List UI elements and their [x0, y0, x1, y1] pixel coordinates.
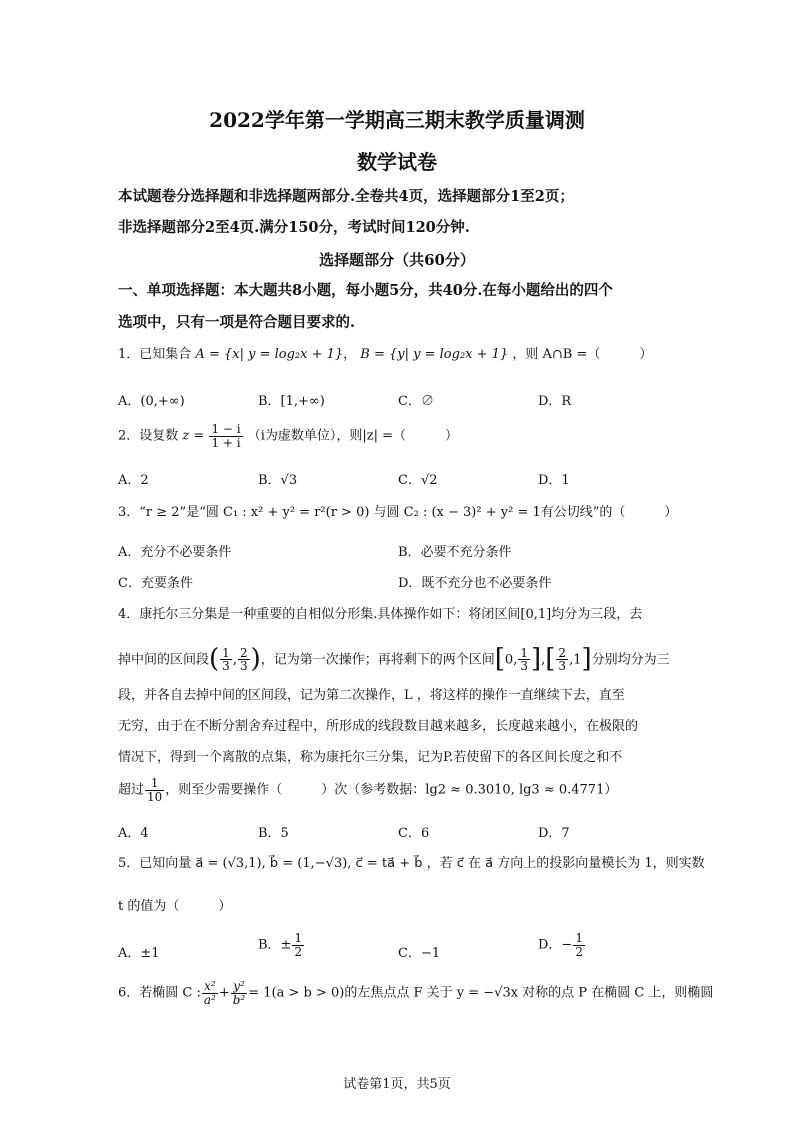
q4-line2-b: ，记为第一次操作；再将剩下的两个区间 — [260, 652, 495, 668]
q4-option-c: C．6 — [398, 826, 430, 841]
q5-frac-half-b: $\frac{1}{2}$ — [294, 931, 303, 959]
q1-prefix: 1．已知集合 — [118, 347, 192, 362]
q4-line-2: 掉中间的区间段( $\frac{1}{3}$ , $\frac{2}{3}$ )，记为第一次操作；再将剩下的两个区间[0, $\frac{1}{3}$ ],[ $\frac{2}{3}$ ,1]分别均分为三 — [118, 644, 670, 674]
instructions-line-1: 一、单项选择题：本大题共8小题，每小题5分，共40分.在每小题给出的四个 — [118, 282, 613, 299]
q4-line-4: 无穷，由于在不断分割舍弃过程中，所形成的线段数目越来越多，长度越来越小，在极限的 — [118, 719, 639, 734]
q3-option-b: B．必要不充分条件 — [398, 545, 512, 560]
q1-option-d: D．R — [538, 394, 572, 409]
q2-prefix: 2．设复数 — [118, 428, 179, 444]
q2-var: z = — [182, 428, 205, 444]
q2-option-c: C．√2 — [398, 473, 438, 488]
q4-line-3: 段，并各自去掉中间的区间段，记为第二次操作，L ，将这样的操作一直继续下去，直至 — [118, 688, 625, 703]
q2-fraction — [209, 423, 242, 449]
q4-frac-two-thirds: $\frac{2}{3}$ — [239, 645, 248, 674]
intro-line-2: 非选择题部分2至4页.满分150分，考试时间120分钟. — [118, 219, 470, 236]
q4-option-a: A．4 — [118, 826, 149, 841]
question-3-stem: 3．“r ≥ 2”是“圆 C₁ : x² + y² = r²(r > 0) 与圆 C₂ : (x − 3)² + y² = 1有公切线”的（ ） — [118, 505, 678, 520]
q4-option-d: D．7 — [538, 826, 570, 841]
q2-frac-den: 1 + i — [211, 435, 241, 450]
question-2-stem — [118, 423, 688, 449]
q4-frac-one-tenth: $\frac{1}{10}$ — [147, 776, 163, 804]
q4-option-b: B．5 — [258, 826, 289, 841]
q5-option-a: A．±1 — [118, 946, 160, 961]
q5-option-d: D．− $\frac{1}{2}$ — [538, 931, 583, 959]
q2-option-a: A．2 — [118, 473, 149, 488]
q1-set-a: A = {x| y = log₂x + 1} — [195, 347, 344, 362]
q2-frac-num: 1 − i — [211, 422, 241, 436]
q6-frac-y: $\frac{\text{y²}}{\text{b²}}$ — [232, 979, 246, 1007]
q5-option-c: C．−1 — [398, 946, 441, 961]
instructions-line-2: 选项中，只有一项是符合题目要求的. — [118, 314, 356, 331]
intro-line-1: 本试题卷分选择题和非选择题两部分.全卷共4页，选择题部分1至2页； — [118, 188, 574, 205]
q1-option-c: C．∅ — [398, 394, 434, 409]
q2-option-b: B．√3 — [258, 473, 298, 488]
q1-suffix: ，则 A∩B =（ ） — [512, 347, 653, 362]
q4-line2-c: 分别均分为三 — [591, 652, 670, 668]
q5-option-b: B．± $\frac{1}{2}$ — [258, 931, 303, 959]
q2-suffix: （i为虚数单位），则|z| =（ ） — [247, 428, 459, 444]
exam-title: 2022学年第一学期高三期末教学质量调测 — [209, 108, 585, 132]
q1-option-b: B．[1,+∞) — [258, 394, 325, 409]
q5-line-1: 5．已知向量 a⃗ = (√3,1), b⃗ = (1,−√3), c⃗ = ta⃗ + b⃗ ，若 c⃗ 在 a⃗ 方向上的投影向量模长为 1，则实数 — [118, 856, 705, 871]
q4-line2-a: 掉中间的区间段 — [118, 652, 210, 668]
page-footer: 试卷第1页，共5页 — [343, 1077, 451, 1092]
q3-option-c: C．充要条件 — [118, 576, 193, 591]
q1-sep: ， — [343, 347, 357, 362]
q1-option-a: A．(0,+∞) — [118, 394, 185, 409]
q3-option-a: A．充分不必要条件 — [118, 545, 232, 560]
exam-subtitle: 数学试卷 — [357, 150, 437, 174]
q4-frac-one-third: $\frac{1}{3}$ — [222, 645, 230, 674]
q3-option-d: D．既不充分也不必要条件 — [398, 576, 552, 591]
q1-set-b: B = {y| y = log₂x + 1} — [360, 347, 509, 362]
q4-frac-one-third-b: $\frac{1}{3}$ — [520, 645, 528, 674]
q6-frac-x: $\frac{\text{x²}}{\text{a²}}$ — [203, 979, 216, 1007]
q5-line-2: t 的值为（ ） — [118, 899, 232, 914]
q4-line6-a: 超过 — [118, 782, 145, 798]
q4-line-1: 4．康托尔三分集是一种重要的自相似分形集.具体操作如下：将闭区间[0,1]均分为三段，去 — [118, 607, 643, 622]
q5-frac-half-d: $\frac{1}{2}$ — [575, 931, 583, 959]
q4-line-5: 情况下，得到一个离散的点集，称为康托尔三分集，记为P.若使留下的各区间长度之和不 — [118, 750, 623, 765]
q6-line-1: 6．若椭圆 C : $\frac{\text{x²}}{\text{a²}}$ + $\frac{\text{y²}}{\text{b²}}$ = 1(a > b > 0)的左焦点点 F 关于 y = −√3x 对称的点 P 在椭圆 C 上，则椭圆 — [118, 979, 714, 1007]
question-1-stem — [118, 347, 688, 364]
q6-prefix: 6．若椭圆 C : — [118, 985, 201, 1001]
q4-frac-two-thirds-b: $\frac{2}{3}$ — [558, 645, 567, 674]
q2-option-d: D．1 — [538, 473, 570, 488]
q4-line-6 — [118, 777, 688, 803]
section-heading: 选择题部分（共60分） — [319, 251, 475, 269]
q4-line6-b: ，则至少需要操作（ ）次（参考数据：lg2 ≈ 0.3010, lg3 ≈ 0.4771） — [165, 782, 618, 798]
q6-suffix: = 1(a > b > 0)的左焦点点 F 关于 y = −√3x 对称的点 P 在椭圆 C 上，则椭圆 — [248, 985, 714, 1001]
